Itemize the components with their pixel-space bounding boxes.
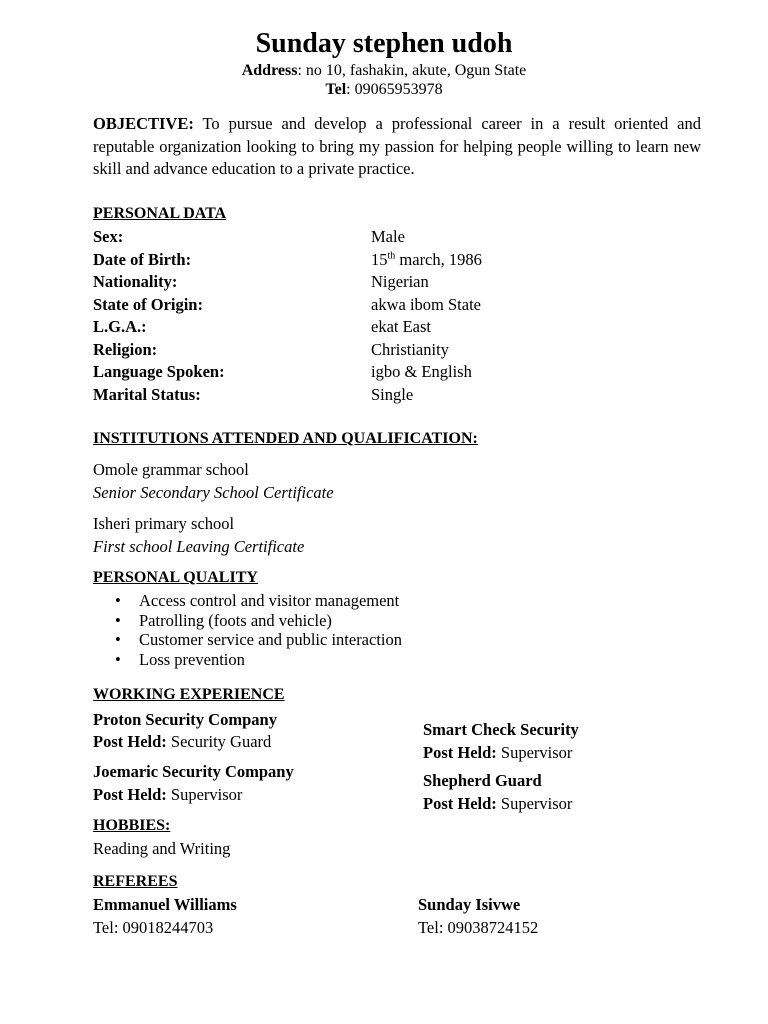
school-qualification: Senior Secondary School Certificate (93, 483, 334, 502)
lga-value: ekat East (371, 317, 432, 336)
address-value: : no 10, fashakin, akute, Ogun State (297, 62, 527, 79)
religion-label: Religion: (93, 340, 158, 359)
post-held (93, 784, 242, 807)
objective-label: OBJECTIVE: (93, 114, 194, 133)
dob-rest: march, 1986 (395, 250, 482, 269)
school-name: Omole grammar school (93, 460, 249, 479)
company-name: Joemaric Security Company (93, 762, 294, 781)
bullet-icon: • (115, 630, 121, 650)
post-held (423, 742, 572, 765)
dob-day: 15 (371, 250, 388, 269)
marital-value: Single (371, 385, 414, 404)
referee-tel: Tel: 09018244703 (93, 918, 214, 937)
nationality-label: Nationality: (93, 272, 178, 291)
list-item (93, 591, 402, 611)
school-qualification: First school Leaving Certificate (93, 537, 305, 556)
bullet-icon: • (115, 610, 121, 630)
language-label: Language Spoken: (93, 362, 225, 381)
state-label: State of Origin: (93, 295, 203, 314)
quality-text: Loss prevention (139, 650, 245, 670)
quality-text: Access control and visitor management (139, 591, 400, 610)
post-value: Supervisor (496, 794, 573, 813)
address-line (0, 62, 768, 80)
state-value: akwa ibom State (371, 295, 481, 314)
dob-ordinal: th (387, 250, 396, 262)
post-value: Supervisor (166, 785, 243, 804)
objective-text: To pursue and develop a professional career in a result oriented and reputable organization looking to bring my passion for helping people willing to learn new skill and advance education to a private practice. (93, 114, 701, 178)
post-label: Post Held: (93, 732, 167, 751)
sex-value: Male (371, 227, 405, 246)
bullet-icon: • (115, 650, 121, 670)
post-value: Security Guard (166, 732, 272, 751)
post-label: Post Held: (423, 743, 497, 762)
post-label: Post Held: (423, 794, 497, 813)
hobbies-heading: HOBBIES: (93, 817, 171, 834)
referee-name: Sunday Isivwe (418, 895, 521, 914)
list-item (93, 611, 402, 631)
company-name: Shepherd Guard (423, 771, 542, 790)
post-held (423, 793, 572, 816)
list-item (93, 630, 402, 650)
quality-text: Patrolling (foots and vehicle) (139, 610, 332, 630)
lga-label: L.G.A.: (93, 317, 147, 336)
company-name: Proton Security Company (93, 710, 277, 729)
sex-label: Sex: (93, 227, 124, 246)
referee-name: Emmanuel Williams (93, 895, 237, 914)
nationality-value: Nigerian (371, 272, 429, 291)
objective-paragraph (93, 113, 701, 181)
religion-value: Christianity (371, 340, 449, 359)
referee-tel: Tel: 09038724152 (418, 918, 539, 937)
school-name: Isheri primary school (93, 514, 235, 533)
experience-heading: WORKING EXPERIENCE (93, 686, 285, 703)
address-label: Address (241, 62, 298, 79)
dob-label: Date of Birth: (93, 250, 192, 269)
language-value: igbo & English (371, 362, 472, 381)
hobbies-text: Reading and Writing (93, 839, 231, 858)
list-item (93, 650, 402, 670)
tel-value: : 09065953978 (346, 81, 443, 98)
quality-list (93, 591, 402, 670)
post-label: Post Held: (93, 785, 167, 804)
company-name: Smart Check Security (423, 720, 579, 739)
institutions-heading: INSTITUTIONS ATTENDED AND QUALIFICATION: (93, 430, 478, 447)
personal-quality-heading: PERSONAL QUALITY (93, 569, 258, 586)
bullet-icon: • (115, 591, 121, 610)
tel-line (0, 81, 768, 99)
personal-data-heading: PERSONAL DATA (93, 205, 227, 222)
tel-label: Tel (325, 81, 347, 98)
post-held (93, 731, 271, 754)
quality-text: Customer service and public interaction (139, 630, 403, 650)
post-value: Supervisor (496, 743, 573, 762)
resume-name: Sunday stephen udoh (255, 28, 513, 59)
marital-label: Marital Status: (93, 385, 201, 404)
referees-heading: REFEREES (93, 873, 178, 890)
dob-value (371, 249, 482, 272)
